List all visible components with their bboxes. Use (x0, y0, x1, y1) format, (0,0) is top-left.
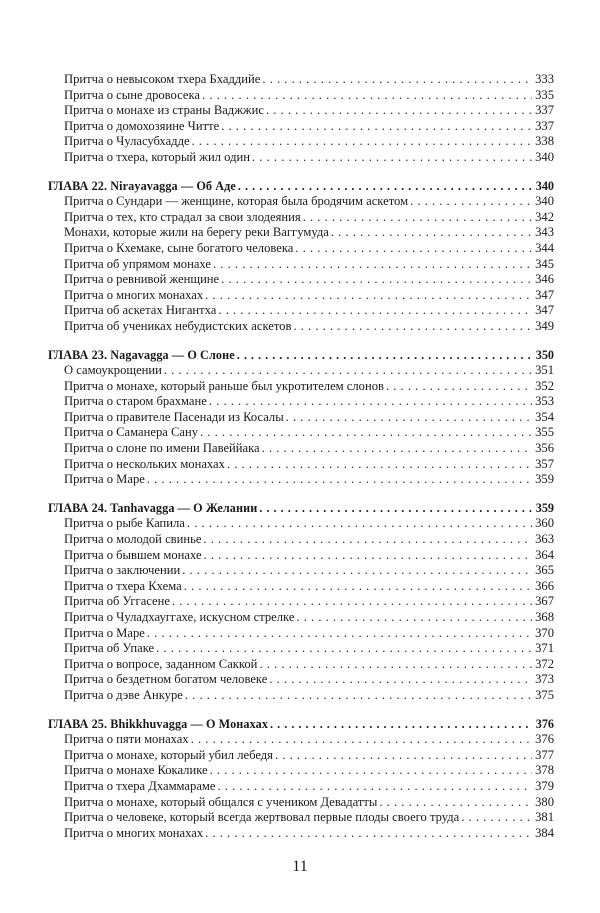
toc-entry-page-number: 337 (535, 118, 554, 133)
toc-entry[interactable] (48, 134, 554, 150)
chapter-page-number: 359 (535, 500, 554, 515)
toc-entry-title: Притча о вопросе, заданном Саккой (64, 656, 258, 671)
chapter-title: ГЛАВА 24. Tanhavagga — О Желании (48, 500, 258, 515)
toc-entry[interactable] (48, 748, 554, 764)
toc-entry-title: Притча о старом брахмане (64, 394, 207, 409)
toc-entry-page-number: 337 (535, 103, 554, 118)
toc-entry-title: Притча о нескольких монахах (64, 456, 225, 471)
toc-section (48, 72, 554, 166)
toc-entry-title: Притча о человеке, который всегда жертвовал первые плоды своего труда (64, 810, 460, 825)
toc-entry[interactable] (48, 394, 554, 410)
dot-leader (204, 548, 532, 564)
chapter-title: ГЛАВА 23. Nagavagga — О Слоне (48, 347, 235, 362)
toc-entry-page-number: 379 (535, 778, 554, 793)
dot-leader (296, 610, 532, 626)
dot-leader (172, 594, 532, 610)
dot-leader (275, 748, 532, 764)
dot-leader (221, 272, 532, 288)
toc-entry-page-number: 346 (535, 272, 554, 287)
toc-entry-page-number: 384 (535, 825, 554, 840)
toc-entry-title: Притча об учениках небудистских аскетов (64, 318, 292, 333)
toc-entry[interactable] (48, 241, 554, 257)
toc-entry-title: Притча о тхера, который жил один (64, 149, 250, 164)
dot-leader (238, 179, 532, 195)
toc-entry[interactable] (48, 763, 554, 779)
toc-entry-title: Притча о монахе, который общался с учеником Девадатты (64, 794, 378, 809)
toc-entry-title: Притча о слоне по имени Павеййака (64, 441, 260, 456)
dot-leader (386, 379, 532, 395)
toc-entry-title: Притча о тхера Дхаммараме (64, 778, 216, 793)
toc-entry-page-number: 335 (535, 87, 554, 102)
toc-entry[interactable] (48, 810, 554, 826)
toc-entry-page-number: 352 (535, 378, 554, 393)
toc-entry-page-number: 340 (535, 194, 554, 209)
toc-entry-title: Притча о бездетном богатом человеке (64, 672, 268, 687)
toc-entry[interactable] (48, 150, 554, 166)
toc-entry-page-number: 363 (535, 532, 554, 547)
chapter-page-number: 340 (535, 178, 554, 193)
toc-entry-title: Притча о монахе, который убил лебедя (64, 747, 273, 762)
toc-entry-page-number: 377 (535, 747, 554, 762)
toc-entry[interactable] (48, 516, 554, 532)
toc-entry[interactable] (48, 379, 554, 395)
toc-entry-page-number: 354 (535, 409, 554, 424)
chapter-heading[interactable] (48, 501, 554, 517)
toc-entry-title: Притча о рыбе Капила (64, 516, 185, 531)
dot-leader (203, 532, 532, 548)
toc-entry[interactable] (48, 657, 554, 673)
toc-entry[interactable] (48, 225, 554, 241)
toc-entry[interactable] (48, 532, 554, 548)
toc-entry-title: Притча о Маре (64, 472, 145, 487)
toc-entry[interactable] (48, 441, 554, 457)
dot-leader (262, 72, 532, 88)
toc-entry-title: Притча о тхера Кхема (64, 578, 182, 593)
toc-entry-title: Притча о монахе, который раньше был укротителем слонов (64, 378, 384, 393)
toc-entry-page-number: 371 (535, 641, 554, 656)
dot-leader (200, 425, 532, 441)
toc-entry-page-number: 367 (535, 594, 554, 609)
toc-entry-title: Притча о Маре (64, 625, 145, 640)
chapter-heading[interactable] (48, 179, 554, 195)
toc-entry-page-number: 338 (535, 134, 554, 149)
toc-entry[interactable] (48, 363, 554, 379)
dot-leader (147, 472, 532, 488)
toc-entry-title: Притча о бывшем монахе (64, 547, 202, 562)
toc-entry-title: Притча об аскетах Нигантха (64, 303, 217, 318)
toc-entry-title: Притча о Сундари — женщине, которая была бродячим аскетом (64, 194, 409, 209)
toc-entry-page-number: 360 (535, 516, 554, 531)
toc-entry-page-number: 345 (535, 256, 554, 271)
toc-entry-page-number: 353 (535, 394, 554, 409)
dot-leader (217, 779, 532, 795)
toc-entry-page-number: 364 (535, 547, 554, 562)
toc-entry-title: Притча о Чуладхауггахе, искусном стрелке (64, 610, 295, 624)
toc-entry[interactable] (48, 103, 554, 119)
dot-leader (293, 319, 532, 335)
toc-entry[interactable] (48, 288, 554, 304)
toc-entry[interactable] (48, 641, 554, 657)
dot-leader (182, 563, 532, 579)
toc-entry[interactable] (48, 548, 554, 564)
dot-leader (221, 119, 532, 135)
chapter-heading[interactable] (48, 348, 554, 364)
dot-leader (237, 348, 532, 364)
dot-leader (191, 732, 532, 748)
chapter-title: ГЛАВА 22. Nirayavagga — Об Аде (48, 178, 236, 193)
dot-leader (262, 441, 532, 457)
dot-leader (410, 194, 532, 210)
toc-entry-title: Притча о Саманера Сану (64, 425, 199, 440)
toc-entry-title: Притча об Упаке (64, 641, 155, 656)
toc-entry[interactable] (48, 425, 554, 441)
toc-entry-page-number: 333 (535, 72, 554, 86)
dot-leader (184, 579, 532, 595)
table-of-contents (48, 72, 554, 841)
toc-entry-title: Притча о многих монахах (64, 825, 204, 840)
toc-section (48, 348, 554, 488)
dot-leader (227, 457, 532, 473)
toc-entry-title: Притча о тех, кто страдал за свои злодеяния (64, 209, 301, 224)
toc-entry-title: Притча о заключении (64, 563, 181, 578)
toc-entry-page-number: 365 (535, 563, 554, 578)
dot-leader (295, 241, 532, 257)
toc-entry[interactable] (48, 672, 554, 688)
toc-entry[interactable] (48, 210, 554, 226)
toc-entry-page-number: 347 (535, 287, 554, 302)
toc-entry-title: Притча о дэве Анкуре (64, 687, 183, 702)
toc-entry-title: О самоукрощении (64, 363, 162, 378)
toc-entry-page-number: 351 (535, 363, 554, 378)
toc-entry[interactable] (48, 779, 554, 795)
toc-entry-page-number: 372 (535, 656, 554, 671)
toc-entry-page-number: 340 (535, 149, 554, 164)
toc-entry-title: Притча о монахе Кокалике (64, 763, 208, 778)
toc-entry[interactable] (48, 610, 554, 626)
dot-leader (156, 641, 532, 657)
toc-entry-page-number: 359 (535, 472, 554, 487)
toc-entry[interactable] (48, 626, 554, 642)
dot-leader (192, 134, 532, 150)
toc-entry[interactable] (48, 272, 554, 288)
toc-entry-page-number: 344 (535, 240, 554, 255)
toc-entry[interactable] (48, 410, 554, 426)
dot-leader (185, 688, 532, 704)
dot-leader (331, 225, 532, 241)
dot-leader (266, 103, 532, 119)
toc-entry-title: Притча о пяти монахах (64, 732, 189, 747)
page-number: 11 (292, 858, 308, 875)
toc-entry-page-number: 380 (535, 794, 554, 809)
dot-leader (303, 210, 532, 226)
dot-leader (202, 88, 532, 104)
dot-leader (213, 257, 532, 273)
toc-entry-title: Притча о невысоком тхера Бхаддийе (64, 72, 261, 86)
toc-entry-page-number: 356 (535, 441, 554, 456)
toc-entry-title: Притча об Уггасене (64, 594, 170, 609)
toc-entry-title: Притча о Чуласубхадде (64, 134, 190, 149)
toc-entry-title: Притча об упрямом монахе (64, 256, 211, 271)
chapter-page-number: 376 (535, 716, 554, 731)
dot-leader (259, 501, 532, 517)
toc-entry-page-number: 343 (535, 225, 554, 240)
toc-entry-page-number: 378 (535, 763, 554, 778)
toc-entry-page-number: 375 (535, 687, 554, 702)
toc-entry-title: Притча о правителе Пасенади из Косалы (64, 409, 284, 424)
dot-leader (286, 410, 532, 426)
toc-entry-page-number: 381 (535, 810, 554, 825)
toc-entry-title: Монахи, которые жили на берегу реки Ваггумуда (64, 225, 329, 240)
toc-entry[interactable] (48, 472, 554, 488)
dot-leader (147, 626, 532, 642)
toc-entry-page-number: 355 (535, 425, 554, 440)
toc-entry-title: Притча о домохозяине Читте (64, 118, 220, 133)
dot-leader (252, 150, 532, 166)
toc-entry-page-number: 342 (535, 209, 554, 224)
chapter-title: ГЛАВА 25. Bhikkhuvagga — О Монахах (48, 716, 269, 731)
toc-entry-title: Притча о сыне дровосека (64, 87, 201, 102)
toc-entry[interactable] (48, 303, 554, 319)
toc-entry-page-number: 370 (535, 625, 554, 640)
toc-entry-title: Притча о ревнивой женщине (64, 272, 220, 287)
toc-entry[interactable] (48, 826, 554, 842)
chapter-heading[interactable] (48, 717, 554, 733)
toc-entry[interactable] (48, 457, 554, 473)
toc-entry[interactable] (48, 688, 554, 704)
toc-entry-page-number: 357 (535, 456, 554, 471)
chapter-page-number: 350 (535, 347, 554, 362)
dot-leader (187, 516, 532, 532)
toc-entry-title: Притча о Кхемаке, сыне богатого человека (64, 240, 294, 255)
toc-entry-title: Притча о монахе из страны Ваджжис (64, 103, 264, 118)
toc-entry[interactable] (48, 594, 554, 610)
dot-leader (218, 303, 532, 319)
dot-leader (269, 672, 532, 688)
toc-entry[interactable] (48, 732, 554, 748)
toc-entry-page-number: 366 (535, 578, 554, 593)
toc-entry[interactable] (48, 795, 554, 811)
toc-entry[interactable] (48, 119, 554, 135)
toc-entry[interactable] (48, 72, 554, 88)
dot-leader (164, 363, 532, 379)
toc-entry[interactable] (48, 579, 554, 595)
dot-leader (259, 657, 532, 673)
toc-section (48, 717, 554, 842)
toc-section (48, 179, 554, 335)
toc-section (48, 501, 554, 704)
toc-entry[interactable] (48, 319, 554, 335)
toc-entry[interactable] (48, 194, 554, 210)
dot-leader (270, 717, 532, 733)
dot-leader (379, 795, 532, 811)
toc-entry-page-number: 373 (535, 672, 554, 687)
toc-entry-page-number: 347 (535, 303, 554, 318)
dot-leader (461, 810, 532, 826)
toc-entry[interactable] (48, 88, 554, 104)
toc-entry[interactable] (48, 563, 554, 579)
toc-entry-page-number: 349 (535, 318, 554, 333)
dot-leader (205, 288, 532, 304)
dot-leader (210, 763, 532, 779)
dot-leader (209, 394, 532, 410)
dot-leader (205, 826, 532, 842)
toc-entry-page-number: 368 (535, 610, 554, 624)
toc-entry-title: Притча о молодой свинье (64, 532, 202, 547)
toc-entry-page-number: 376 (535, 732, 554, 747)
toc-entry[interactable] (48, 257, 554, 273)
toc-entry-title: Притча о многих монахах (64, 287, 204, 302)
